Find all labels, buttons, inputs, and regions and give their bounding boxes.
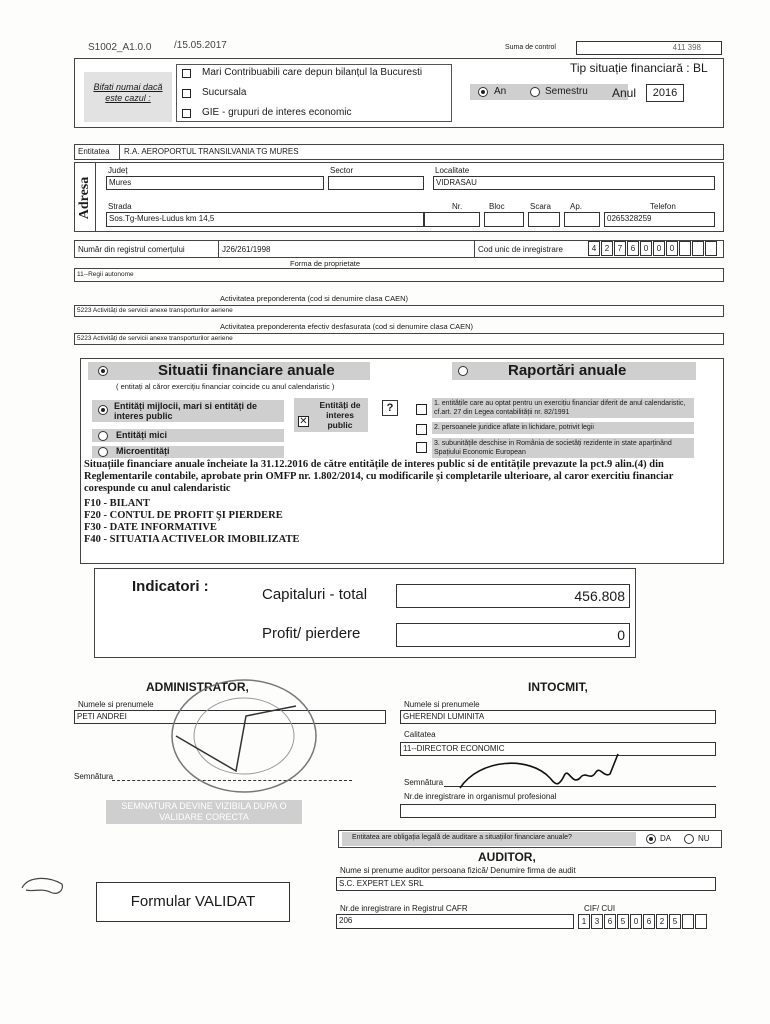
year-field[interactable]: 2016	[646, 84, 684, 102]
rap-title: Raportări anuale	[508, 362, 627, 379]
cui-digit-cell[interactable]: 0	[653, 241, 665, 256]
telefon-field[interactable]: 0265328259	[604, 212, 715, 227]
cui-digit-cell[interactable]: 4	[588, 241, 600, 256]
opt-mici-label: Entități mici	[116, 430, 168, 440]
sit-title: Situatii financiare anuale	[158, 362, 335, 379]
cui-digit-cell[interactable]	[679, 241, 691, 256]
sucursala-label: Sucursala	[202, 87, 247, 98]
rap-opt3-checkbox[interactable]	[416, 442, 427, 453]
scribble-icon	[18, 870, 68, 900]
line-f30: F30 - DATE INFORMATIVE	[84, 522, 217, 533]
indicators-title: Indicatori :	[132, 578, 209, 595]
nr-field[interactable]	[424, 212, 480, 227]
reg-com-divider-2	[474, 240, 475, 258]
cui-digit-cell[interactable]	[692, 241, 704, 256]
cif-digit-cell[interactable]: 5	[669, 914, 681, 929]
period-semestru-radio[interactable]	[530, 87, 540, 97]
gie-checkbox[interactable]	[182, 109, 191, 118]
entitate-value[interactable]: R.A. AEROPORTUL TRANSILVANIA TG MURES	[124, 147, 299, 156]
bloc-field[interactable]	[484, 212, 524, 227]
audit-da-radio[interactable]	[646, 834, 656, 844]
opt-mari-label: Entități mijlocii, mari si entități de interes public	[114, 401, 258, 421]
cap-value: 456.808	[396, 584, 630, 608]
signature-icon	[440, 748, 630, 796]
audit-da-label: DA	[660, 834, 672, 843]
period-an-label: An	[494, 86, 507, 97]
forma-label: Forma de proprietate	[290, 259, 361, 268]
entitate-label: Entitatea	[78, 147, 110, 156]
admin-title: ADMINISTRATOR,	[146, 680, 249, 694]
cui-digit-cell[interactable]: 0	[666, 241, 678, 256]
intocmit-name-label: Numele si prenumele	[404, 700, 480, 709]
cif-digit-cell[interactable]	[695, 914, 707, 929]
intocmit-nr-field[interactable]	[400, 804, 716, 818]
telefon-label: Telefon	[650, 202, 676, 211]
cui-digits[interactable]	[588, 241, 716, 257]
caen-eff-label: Activitatea preponderenta efectiv desfasurata (cod si denumire clasa CAEN)	[220, 322, 474, 331]
select-note-text: Bifati numai dacă este cazul :	[93, 82, 163, 103]
opt-mari-radio[interactable]	[98, 405, 108, 415]
opt-mici-radio[interactable]	[98, 431, 108, 441]
mari-contribuabili-label: Mari Contribuabili care depun bilanțul la Bucuresti	[202, 67, 423, 78]
admin-name-label: Numele si prenumele	[78, 700, 154, 709]
bloc-label: Bloc	[489, 202, 505, 211]
help-button[interactable]: ?	[382, 400, 398, 416]
adresa-label: Adresa	[77, 176, 92, 220]
period-an-radio[interactable]	[478, 87, 488, 97]
cap-label: Capitaluri - total	[262, 586, 368, 603]
nr-label: Nr.	[452, 202, 463, 211]
report-description: Situațiile financiare anuale încheiate la 31.12.2016 de către entitățile de interes public si de entitățile prevazute la pct.9 alin.(4) din Reglementarile contabile, aprobate prin OMFP nr. 1.802/2014, cu modificarile și completarile ulterioare, al caror exercitiu financiar corespunde cu anul calendaristic	[84, 459, 674, 494]
rap-opt1-label: 1. entitățile care au optat pentru un exercițiu financiar diferit de anul calendaristic, cf.art. 27 din Legea contabilității nr. 82/1991	[432, 398, 694, 418]
cafr-label: Nr.de inregistrare in Registrul CAFR	[340, 904, 468, 913]
period-semestru-label: Semestru	[545, 86, 588, 97]
intocmit-sign-label: Semnătura	[404, 778, 444, 787]
forma-field[interactable]: 11--Regii autonome	[74, 268, 724, 282]
localitate-field[interactable]: VIDRASAU	[433, 176, 715, 190]
entitate-divider	[119, 144, 120, 160]
intocmit-title: INTOCMIT,	[528, 680, 588, 694]
reg-com-value[interactable]: J26/261/1998	[222, 245, 271, 254]
sucursala-checkbox[interactable]	[182, 89, 191, 98]
audit-nu-label: NU	[698, 834, 710, 843]
cui-label: Cod unic de inregistrare	[478, 245, 563, 254]
cif-digit-cell[interactable]: 1	[578, 914, 590, 929]
localitate-label: Localitate	[435, 166, 470, 175]
cif-digit-cell[interactable]: 3	[591, 914, 603, 929]
rap-opt2-checkbox[interactable]	[416, 424, 427, 435]
validat-badge: Formular VALIDAT	[96, 882, 290, 922]
year-label: Anul	[612, 86, 637, 100]
cif-label: CIF/ CUI	[584, 904, 616, 913]
cafr-field[interactable]: 206	[336, 914, 574, 929]
interes-label: Entități de interes public	[319, 400, 361, 430]
judet-field[interactable]: Mures	[106, 176, 324, 190]
audit-question: Entitatea are obligația legală de auditare a situațiilor financiare anuale?	[352, 834, 572, 841]
rap-opt2-label: 2. persoanele juridice aflate in lichidare, potrivit legii	[432, 422, 694, 434]
auditor-title: AUDITOR,	[478, 850, 536, 864]
opt-micro-radio[interactable]	[98, 447, 108, 457]
sector-field[interactable]	[328, 176, 424, 190]
intocmit-nr-label: Nr.de inregistrare in organismul profesional	[404, 792, 557, 801]
strada-label: Strada	[108, 202, 132, 211]
rap-opt3-label: 3. subunitățile deschise in România de societăți rezidente in state aparținând Spațiului Economic European	[432, 438, 694, 458]
mari-contribuabili-checkbox[interactable]	[182, 69, 191, 78]
auditor-name-label: Nume si prenume auditor persoana fizică/ Denumire firma de audit	[340, 866, 576, 875]
sector-label: Sector	[330, 166, 354, 175]
scara-field[interactable]	[528, 212, 560, 227]
caen-eff-field[interactable]: 5223 Activități de servicii anexe transporturilor aeriene	[74, 333, 724, 345]
cif-digits[interactable]	[578, 914, 716, 930]
form-date: /15.05.2017	[174, 40, 227, 51]
caen-label: Activitatea preponderenta (cod si denumire clasa CAEN)	[220, 294, 409, 303]
admin-name-field[interactable]: PETI ANDREI	[74, 710, 386, 724]
profit-label: Profit/ pierdere	[262, 625, 361, 642]
cif-digit-cell[interactable]: 6	[604, 914, 616, 929]
line-f10: F10 - BILANT	[84, 498, 150, 509]
gie-label: GIE - grupuri de interes economic	[202, 107, 352, 118]
cui-digit-cell[interactable]: 0	[640, 241, 652, 256]
ap-field[interactable]	[564, 212, 600, 227]
judet-label: Județ	[108, 166, 128, 175]
strada-field[interactable]: Sos.Tg-Mures-Ludus km 14,5	[106, 212, 424, 227]
sit-subtitle: ( entitați al căror exercițiu financiar coincide cu anul calendaristic )	[116, 382, 335, 391]
audit-nu-radio[interactable]	[684, 834, 694, 844]
ap-label: Ap.	[570, 202, 583, 211]
calitatea-label: Calitatea	[404, 730, 436, 739]
cif-digit-cell[interactable]	[682, 914, 694, 929]
cui-digit-cell[interactable]: 6	[627, 241, 639, 256]
tip-label: Tip situație financiară : BL	[570, 61, 708, 75]
line-f20: F20 - CONTUL DE PROFIT ŞI PIERDERE	[84, 510, 283, 521]
cif-digit-cell[interactable]: 2	[656, 914, 668, 929]
admin-sign-label: Semnătura	[74, 772, 114, 781]
profit-value: 0	[396, 623, 630, 647]
line-f40: F40 - SITUATIA ACTIVELOR IMOBILIZATE	[84, 534, 300, 545]
rap-radio[interactable]	[458, 366, 468, 376]
form-code: S1002_A1.0.0	[88, 42, 152, 53]
cui-digit-cell[interactable]: 2	[601, 241, 613, 256]
caen-field[interactable]: 5223 Activități de servicii anexe transporturilor aeriene	[74, 305, 724, 317]
interes-checkbox[interactable]: ✕	[299, 416, 308, 427]
cif-digit-cell[interactable]: 6	[643, 914, 655, 929]
auditor-name-field[interactable]: S.C. EXPERT LEX SRL	[336, 877, 716, 891]
opt-micro-label: Microentități	[116, 446, 170, 456]
cif-digit-cell[interactable]: 0	[630, 914, 642, 929]
cui-digit-cell[interactable]: 7	[614, 241, 626, 256]
cif-digit-cell[interactable]: 5	[617, 914, 629, 929]
checksum-label: Suma de control	[505, 44, 556, 51]
scara-label: Scara	[530, 202, 551, 211]
cui-digit-cell[interactable]	[705, 241, 717, 256]
reg-com-divider	[218, 240, 219, 258]
intocmit-name-field[interactable]: GHERENDI LUMINITA	[400, 710, 716, 724]
rap-opt1-checkbox[interactable]	[416, 404, 427, 415]
admin-note: SEMNATURA DEVINE VIZIBILA DUPA O VALIDARE CORECTA	[106, 800, 302, 824]
reg-com-label: Număr din registrul comerțului	[78, 245, 185, 254]
stamp-icon	[166, 676, 322, 796]
calitatea-field[interactable]: 11--DIRECTOR ECONOMIC	[400, 742, 716, 756]
sit-radio[interactable]	[98, 366, 108, 376]
checksum-field: 411 398	[576, 41, 722, 55]
